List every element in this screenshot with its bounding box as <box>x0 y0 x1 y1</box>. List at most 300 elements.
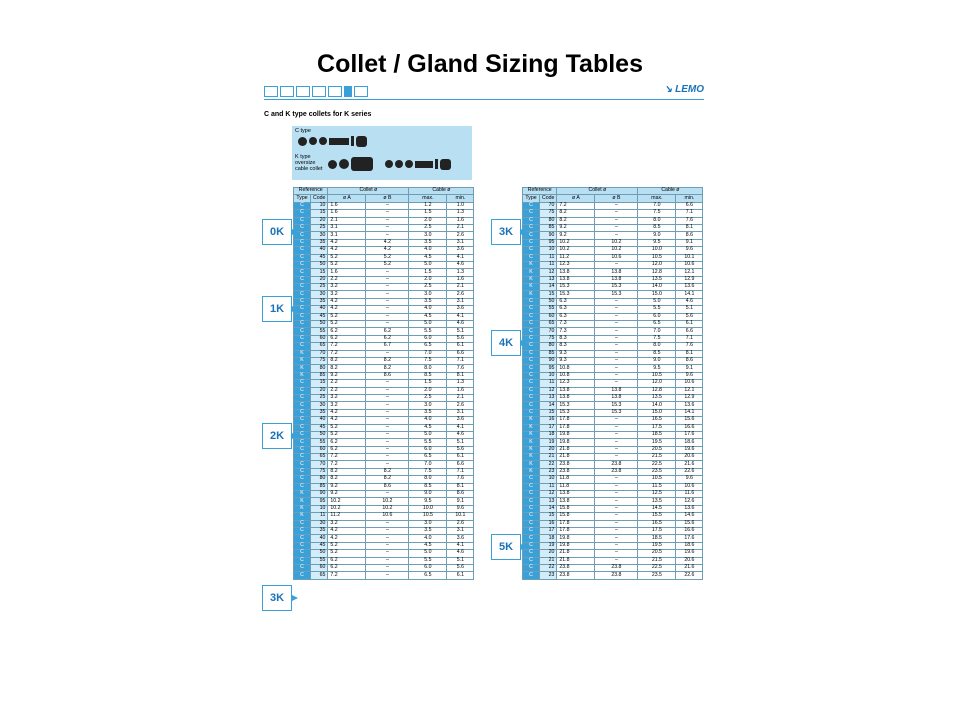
cell-dia-a: 3.2 <box>328 394 366 401</box>
header-rule <box>264 99 704 100</box>
cell-cable-min: 12.9 <box>676 276 703 283</box>
cell-code: 40 <box>311 417 328 424</box>
cell-cable-min: 4.6 <box>676 298 703 305</box>
cell-dia-b: 10.6 <box>595 254 638 261</box>
cell-dia-a: 11.8 <box>557 476 595 483</box>
cell-cable-min: 21.6 <box>676 461 703 468</box>
cell-cable-min: 19.6 <box>676 550 703 557</box>
cell-cable-min: 4.6 <box>447 261 474 268</box>
cell-cable-max: 2.0 <box>409 276 447 283</box>
cell-dia-b: 8.2 <box>366 476 409 483</box>
cell-dia-a: 12.3 <box>557 380 595 387</box>
cell-cable-max: 10.0 <box>638 247 676 254</box>
cell-code: 21 <box>540 454 557 461</box>
cell-dia-b: – <box>366 491 409 498</box>
table-row <box>523 491 703 498</box>
cell-dia-b: 10.2 <box>595 247 638 254</box>
cell-code: 19 <box>540 542 557 549</box>
cell-type: K <box>523 269 540 276</box>
cell-cable-max: 13.5 <box>638 394 676 401</box>
cell-dia-a: 2.2 <box>328 276 366 283</box>
cell-type: K <box>294 491 311 498</box>
cell-dia-a: 23.8 <box>557 564 595 571</box>
cell-dia-b: – <box>366 417 409 424</box>
table-row <box>523 343 703 350</box>
cell-code: 75 <box>540 335 557 342</box>
cell-code: 60 <box>311 564 328 571</box>
cell-cable-min: 12.1 <box>676 387 703 394</box>
cell-cable-min: 3.6 <box>447 417 474 424</box>
cell-cable-max: 19.5 <box>638 542 676 549</box>
cell-cable-min: 8.1 <box>447 372 474 379</box>
cell-type: C <box>294 247 311 254</box>
cell-cable-min: 5.6 <box>676 313 703 320</box>
cell-cable-min: 22.6 <box>676 468 703 475</box>
cell-dia-b: – <box>595 550 638 557</box>
cell-cable-max: 14.5 <box>638 505 676 512</box>
cell-dia-a: 10.2 <box>328 498 366 505</box>
cell-code: 13 <box>540 276 557 283</box>
cell-cable-min: 9.6 <box>676 372 703 379</box>
cell-dia-b: 15.3 <box>595 409 638 416</box>
cell-cable-max: 6.5 <box>409 343 447 350</box>
cell-cable-max: 15.0 <box>638 291 676 298</box>
cell-cable-max: 2.5 <box>409 394 447 401</box>
cell-cable-min: 2.6 <box>447 520 474 527</box>
cell-code: 10 <box>540 476 557 483</box>
cell-type: K <box>294 505 311 512</box>
cell-dia-b: – <box>366 454 409 461</box>
cell-dia-b: 4.2 <box>366 247 409 254</box>
cell-cable-min: 15.6 <box>676 520 703 527</box>
cell-type: C <box>294 520 311 527</box>
cell-cable-max: 5.0 <box>409 321 447 328</box>
cell-dia-a: 15.3 <box>557 284 595 291</box>
cell-cable-min: 10.1 <box>447 513 474 520</box>
cell-cable-min: 8.6 <box>676 357 703 364</box>
cell-code: 70 <box>311 350 328 357</box>
cell-dia-b: – <box>366 217 409 224</box>
cell-code: 13 <box>540 394 557 401</box>
cell-cable-max: 6.5 <box>638 321 676 328</box>
cell-dia-a: 8.2 <box>328 357 366 364</box>
cell-cable-min: 4.1 <box>447 542 474 549</box>
cell-code: 18 <box>540 431 557 438</box>
cell-code: 35 <box>311 527 328 534</box>
cell-cable-max: 10.5 <box>638 372 676 379</box>
cell-dia-a: 4.2 <box>328 298 366 305</box>
cell-type: C <box>294 210 311 217</box>
cell-code: 40 <box>311 535 328 542</box>
cell-cable-min: 22.6 <box>676 572 703 579</box>
cell-dia-b: 8.2 <box>366 365 409 372</box>
table-row <box>523 564 703 571</box>
cell-code: 80 <box>311 476 328 483</box>
cell-dia-b: – <box>595 498 638 505</box>
cell-dia-a: 6.3 <box>557 298 595 305</box>
cell-cable-max: 10.5 <box>638 254 676 261</box>
cell-type: C <box>523 357 540 364</box>
cell-cable-max: 5.0 <box>409 261 447 268</box>
cell-dia-a: 7.2 <box>328 454 366 461</box>
cell-type: C <box>523 491 540 498</box>
cell-dia-b: – <box>366 564 409 571</box>
cell-cable-min: 2.6 <box>447 402 474 409</box>
cell-dia-a: 5.2 <box>328 542 366 549</box>
cell-cable-max: 7.0 <box>409 461 447 468</box>
cell-code: 35 <box>311 239 328 246</box>
cell-code: 12 <box>540 269 557 276</box>
header-dia-a: ø A <box>557 195 595 202</box>
header-boxes-decoration <box>264 86 368 97</box>
cell-cable-max: 5.5 <box>409 328 447 335</box>
cell-type: C <box>523 380 540 387</box>
cell-code: 75 <box>311 357 328 364</box>
table-row <box>523 454 703 461</box>
cell-cable-min: 2.6 <box>447 232 474 239</box>
cell-dia-b: – <box>366 224 409 231</box>
cell-dia-a: 23.8 <box>557 461 595 468</box>
cell-dia-b: 13.8 <box>595 387 638 394</box>
header-cable: Cable ø <box>409 188 474 195</box>
cell-dia-b: – <box>366 520 409 527</box>
cell-dia-b: 4.2 <box>366 239 409 246</box>
cell-cable-max: 6.0 <box>638 313 676 320</box>
cell-cable-min: 12.9 <box>676 394 703 401</box>
cell-dia-a: 4.2 <box>328 527 366 534</box>
cell-dia-b: – <box>366 424 409 431</box>
cell-dia-a: 6.2 <box>328 335 366 342</box>
cell-dia-a: 3.2 <box>328 402 366 409</box>
cell-type: C <box>294 239 311 246</box>
cell-dia-b: – <box>366 350 409 357</box>
right-collet-table <box>522 187 703 580</box>
cell-dia-b: – <box>595 210 638 217</box>
cell-code: 60 <box>311 335 328 342</box>
header-collet: Collet ø <box>557 188 638 195</box>
cell-type: C <box>294 306 311 313</box>
cell-cable-max: 9.5 <box>638 365 676 372</box>
cell-dia-b: – <box>595 313 638 320</box>
cell-type: C <box>294 535 311 542</box>
cell-type: C <box>294 335 311 342</box>
cell-cable-max: 4.5 <box>409 313 447 320</box>
cell-dia-a: 10.8 <box>557 372 595 379</box>
cell-code: 10 <box>540 247 557 254</box>
cell-code: 80 <box>540 217 557 224</box>
cell-code: 45 <box>311 254 328 261</box>
cell-cable-min: 9.6 <box>676 247 703 254</box>
cell-dia-a: 13.8 <box>557 498 595 505</box>
cell-cable-max: 1.5 <box>409 380 447 387</box>
cell-type: C <box>523 217 540 224</box>
cell-dia-b: 23.8 <box>595 461 638 468</box>
cell-type: C <box>294 269 311 276</box>
cell-type: C <box>294 394 311 401</box>
cell-cable-min: 1.6 <box>447 217 474 224</box>
cell-cable-max: 12.8 <box>638 387 676 394</box>
header-dia-b: ø B <box>595 195 638 202</box>
cell-code: 85 <box>311 372 328 379</box>
cell-type: K <box>294 513 311 520</box>
cell-type: K <box>523 276 540 283</box>
size-tag-left-1k: 1K <box>262 296 292 322</box>
cell-type: C <box>523 343 540 350</box>
cell-cable-max: 1.2 <box>409 202 447 209</box>
cell-cable-min: 4.6 <box>447 321 474 328</box>
cell-type: C <box>523 542 540 549</box>
cell-type: C <box>294 483 311 490</box>
table-row <box>523 357 703 364</box>
cell-cable-min: 7.6 <box>447 476 474 483</box>
cell-type: C <box>523 298 540 305</box>
cell-cable-min: 12.1 <box>676 269 703 276</box>
cell-dia-a: 8.2 <box>328 476 366 483</box>
table-row <box>294 454 474 461</box>
cell-cable-min: 9.6 <box>447 505 474 512</box>
size-tag-left-2k: 2K <box>262 423 292 449</box>
cell-cable-max: 15.0 <box>638 409 676 416</box>
catalog-header <box>264 84 704 102</box>
table-row <box>523 247 703 254</box>
cell-cable-max: 9.0 <box>409 491 447 498</box>
cell-dia-b: 10.2 <box>595 239 638 246</box>
cell-dia-a: 23.8 <box>557 468 595 475</box>
cell-code: 14 <box>540 402 557 409</box>
cell-dia-a: 21.8 <box>557 446 595 453</box>
cell-cable-min: 20.6 <box>676 557 703 564</box>
cell-code: 85 <box>540 224 557 231</box>
cell-dia-a: 6.2 <box>328 328 366 335</box>
cell-cable-min: 21.6 <box>676 564 703 571</box>
cell-dia-b: – <box>366 439 409 446</box>
cell-type: C <box>294 431 311 438</box>
cell-cable-min: 7.6 <box>676 217 703 224</box>
table-row <box>294 284 474 291</box>
cell-dia-b: – <box>595 417 638 424</box>
cell-type: C <box>523 557 540 564</box>
cell-dia-b: – <box>366 409 409 416</box>
table-row <box>294 564 474 571</box>
cell-dia-b: 6.7 <box>366 343 409 350</box>
cell-dia-b: – <box>366 306 409 313</box>
cell-code: 20 <box>311 217 328 224</box>
cell-code: 85 <box>311 483 328 490</box>
cell-cable-min: 6.6 <box>676 328 703 335</box>
cell-type: C <box>523 564 540 571</box>
cell-code: 14 <box>540 505 557 512</box>
cell-code: 35 <box>311 409 328 416</box>
cell-dia-a: 4.2 <box>328 247 366 254</box>
table-row <box>523 261 703 268</box>
cell-dia-a: 1.6 <box>328 269 366 276</box>
cell-code: 80 <box>311 365 328 372</box>
cell-code: 45 <box>311 313 328 320</box>
cell-cable-min: 4.1 <box>447 424 474 431</box>
cell-dia-a: 15.3 <box>557 409 595 416</box>
cell-cable-min: 5.1 <box>447 557 474 564</box>
cell-dia-a: 21.8 <box>557 557 595 564</box>
cell-code: 65 <box>540 321 557 328</box>
cell-dia-a: 6.3 <box>557 313 595 320</box>
cell-code: 75 <box>540 210 557 217</box>
cell-code: 55 <box>540 306 557 313</box>
cell-dia-b: – <box>366 542 409 549</box>
cell-cable-min: 5.6 <box>447 446 474 453</box>
cell-cable-max: 3.5 <box>409 298 447 305</box>
table-row <box>523 431 703 438</box>
cell-type: C <box>294 217 311 224</box>
cell-type: C <box>294 343 311 350</box>
table-row <box>523 550 703 557</box>
cell-cable-min: 2.1 <box>447 224 474 231</box>
cell-code: 60 <box>540 313 557 320</box>
cell-code: 16 <box>540 417 557 424</box>
cell-code: 15 <box>311 269 328 276</box>
cell-code: 55 <box>311 557 328 564</box>
cell-dia-b: – <box>595 439 638 446</box>
cell-code: 17 <box>540 424 557 431</box>
cell-dia-b: – <box>595 217 638 224</box>
cell-type: C <box>523 247 540 254</box>
header-cable: Cable ø <box>638 188 703 195</box>
cell-cable-min: 7.1 <box>676 335 703 342</box>
cell-cable-max: 13.5 <box>638 276 676 283</box>
cell-dia-a: 5.2 <box>328 550 366 557</box>
cell-dia-b: – <box>366 291 409 298</box>
size-tag-left-3k: 3K <box>262 585 292 611</box>
cell-dia-b: – <box>595 520 638 527</box>
cell-code: 20 <box>540 550 557 557</box>
cell-cable-max: 3.5 <box>409 239 447 246</box>
cell-dia-a: 19.8 <box>557 535 595 542</box>
cell-dia-a: 9.2 <box>328 372 366 379</box>
cell-code: 15 <box>540 513 557 520</box>
cell-dia-b: – <box>366 557 409 564</box>
cell-dia-a: 3.1 <box>328 232 366 239</box>
cell-dia-b: 13.8 <box>595 269 638 276</box>
cell-cable-max: 3.0 <box>409 232 447 239</box>
cell-cable-min: 15.6 <box>676 417 703 424</box>
cell-dia-a: 15.3 <box>557 291 595 298</box>
cell-cable-max: 5.5 <box>409 439 447 446</box>
cell-cable-min: 2.6 <box>447 291 474 298</box>
cell-cable-max: 2.0 <box>409 217 447 224</box>
cell-type: C <box>523 572 540 579</box>
cell-cable-min: 1.3 <box>447 269 474 276</box>
table-row <box>294 431 474 438</box>
cell-dia-b: – <box>595 365 638 372</box>
table-row <box>294 343 474 350</box>
cell-dia-b: – <box>366 572 409 579</box>
cell-type: C <box>294 439 311 446</box>
cell-cable-min: 13.6 <box>676 284 703 291</box>
cell-type: C <box>294 313 311 320</box>
cell-code: 13 <box>540 498 557 505</box>
cell-cable-max: 8.0 <box>409 476 447 483</box>
cell-dia-a: 5.2 <box>328 254 366 261</box>
cell-cable-max: 5.0 <box>409 431 447 438</box>
cell-dia-b: 6.2 <box>366 328 409 335</box>
cell-code: 65 <box>311 572 328 579</box>
cell-cable-max: 17.5 <box>638 424 676 431</box>
cell-type: C <box>294 232 311 239</box>
cell-dia-a: 9.3 <box>557 357 595 364</box>
cell-cable-max: 10.5 <box>638 476 676 483</box>
cell-dia-a: 23.8 <box>557 572 595 579</box>
cell-dia-a: 7.2 <box>328 461 366 468</box>
size-tag-right-4k: 4K <box>491 330 521 356</box>
cell-cable-max: 2.5 <box>409 284 447 291</box>
cell-cable-max: 5.0 <box>638 298 676 305</box>
cell-dia-a: 7.3 <box>557 328 595 335</box>
cell-dia-b: – <box>366 313 409 320</box>
cell-cable-max: 6.0 <box>409 564 447 571</box>
cell-type: K <box>294 365 311 372</box>
cell-dia-a: 9.2 <box>328 483 366 490</box>
cell-cable-min: 3.6 <box>447 247 474 254</box>
cell-dia-b: – <box>366 461 409 468</box>
header-min: min. <box>447 195 474 202</box>
cell-dia-b: 15.3 <box>595 284 638 291</box>
cell-type: C <box>523 535 540 542</box>
cell-dia-a: 21.8 <box>557 550 595 557</box>
cell-type: C <box>294 284 311 291</box>
table-row <box>294 572 474 579</box>
cell-cable-min: 1.6 <box>447 387 474 394</box>
cell-cable-min: 14.1 <box>676 291 703 298</box>
collet-type-panel <box>292 126 472 180</box>
cell-cable-max: 18.5 <box>638 431 676 438</box>
cell-type: C <box>523 513 540 520</box>
cell-cable-max: 12.0 <box>638 261 676 268</box>
table-row <box>294 380 474 387</box>
cell-dia-a: 19.8 <box>557 542 595 549</box>
cell-cable-min: 3.1 <box>447 298 474 305</box>
cell-dia-a: 13.8 <box>557 387 595 394</box>
cell-cable-max: 21.5 <box>638 454 676 461</box>
cell-dia-a: 15.8 <box>557 513 595 520</box>
header-code: Code <box>540 195 557 202</box>
cell-dia-a: 7.2 <box>557 202 595 209</box>
cell-type: C <box>523 372 540 379</box>
header-max: max. <box>409 195 447 202</box>
cell-cable-min: 10.6 <box>676 380 703 387</box>
cell-dia-b: – <box>366 394 409 401</box>
cell-cable-max: 10.0 <box>409 505 447 512</box>
cell-type: C <box>523 394 540 401</box>
cell-cable-max: 2.5 <box>409 224 447 231</box>
cell-dia-b: – <box>366 380 409 387</box>
cell-cable-max: 6.5 <box>409 572 447 579</box>
cell-cable-max: 7.5 <box>409 468 447 475</box>
cell-dia-b: – <box>366 535 409 542</box>
k-type-label: K type <box>295 154 311 160</box>
cell-dia-b: 15.3 <box>595 291 638 298</box>
cell-cable-max: 23.5 <box>638 572 676 579</box>
c-type-collet-icon <box>298 135 367 147</box>
cell-dia-a: 15.3 <box>557 402 595 409</box>
cell-cable-max: 6.5 <box>409 454 447 461</box>
table-row <box>523 417 703 424</box>
k-type-collet-icon <box>328 158 451 170</box>
cell-code: 55 <box>311 328 328 335</box>
cell-cable-max: 12.0 <box>638 380 676 387</box>
cell-dia-a: 7.2 <box>328 343 366 350</box>
cell-cable-max: 7.0 <box>409 350 447 357</box>
cell-dia-a: 6.2 <box>328 446 366 453</box>
cell-cable-max: 21.5 <box>638 557 676 564</box>
